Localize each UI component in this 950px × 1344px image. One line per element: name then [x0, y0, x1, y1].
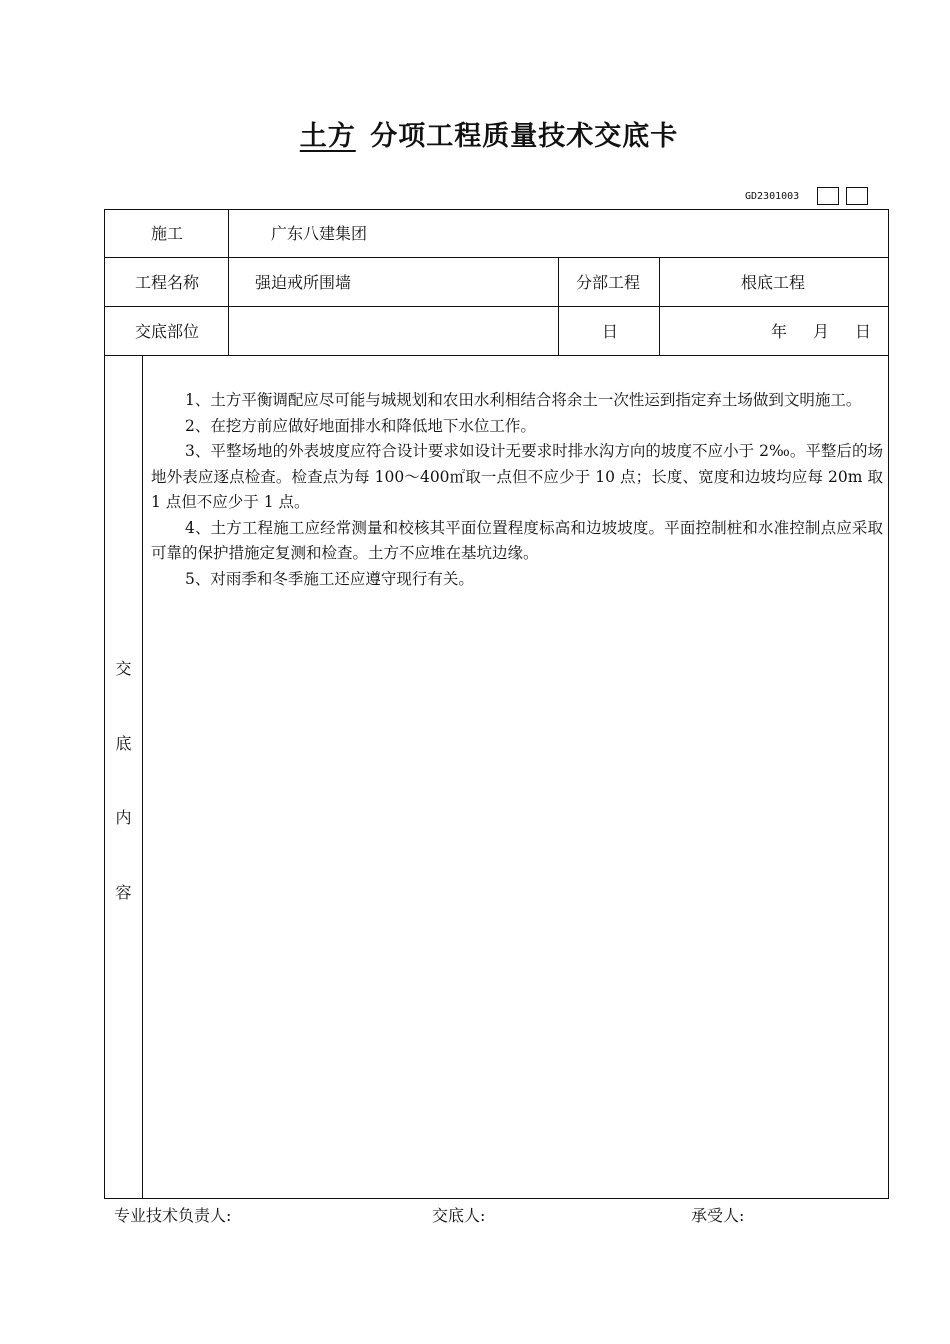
- location-label: 交底部位: [135, 322, 200, 341]
- division-label: 分部工程: [576, 273, 641, 292]
- title-text: 分项工程质量技术交底卡: [370, 121, 679, 152]
- row-divider: [105, 355, 888, 356]
- tech-lead-signature: 专业技术负责人:: [114, 1206, 232, 1225]
- content-item: 5、对雨季和冬季施工还应遵守现行有关。: [185, 569, 474, 588]
- content-label-char: 交: [115, 659, 132, 678]
- col-divider: [659, 257, 660, 355]
- date-month: 月: [813, 322, 830, 341]
- discloser-signature: 交底人:: [432, 1206, 486, 1225]
- col-divider: [228, 210, 229, 355]
- title-subject: 土方: [299, 121, 356, 152]
- row-divider: [105, 257, 888, 258]
- date-label: 日: [602, 322, 619, 341]
- disclosure-form: [104, 209, 889, 1199]
- disclosure-content: [151, 388, 883, 592]
- contractor-label: 施工: [151, 224, 184, 243]
- document-code: GD2301003: [745, 191, 800, 202]
- receiver-signature: 承受人:: [691, 1206, 745, 1225]
- col-divider: [558, 257, 559, 355]
- date-year: 年: [771, 322, 788, 341]
- contractor-value: 广东八建集团: [271, 224, 368, 243]
- content-label-char: 底: [115, 734, 132, 753]
- page-title: [0, 114, 950, 153]
- content-item: 1、土方平衡调配应尽可能与城规划和农田水利相结合将余土一次性运到指定弃土场做到文明施工。: [185, 391, 862, 409]
- content-item: 4、土方工程施工应经常测量和校核其平面位置程度标高和边坡坡度。平面控制桩和水准控制点应采取可靠的保护措施定复测和检查。土方不应堆在基坑边缘。: [151, 518, 883, 562]
- content-label-char: 内: [115, 808, 132, 827]
- project-name-label: 工程名称: [135, 273, 200, 292]
- col-divider: [142, 355, 143, 1199]
- code-checkbox-2: [846, 187, 868, 205]
- row-divider: [105, 306, 888, 307]
- content-label-char: 容: [115, 883, 132, 902]
- date-day: 日: [855, 322, 872, 341]
- division-value: 根底工程: [741, 273, 806, 292]
- content-item: 3、平整场地的外表坡度应符合设计要求如设计无要求时排水沟方向的坡度不应小于 2‰。平整后的场地外表应逐点检查。检查点为每 100～400㎡取一点但不应少于 10 点；长度、宽度和边坡均应每 20m 取 1 点但不应少于 1 点。: [151, 442, 883, 511]
- code-checkbox-1: [817, 187, 839, 205]
- content-item: 2、在挖方前应做好地面排水和降低地下水位工作。: [185, 416, 536, 435]
- project-name-value: 强迫戒所围墙: [255, 273, 352, 292]
